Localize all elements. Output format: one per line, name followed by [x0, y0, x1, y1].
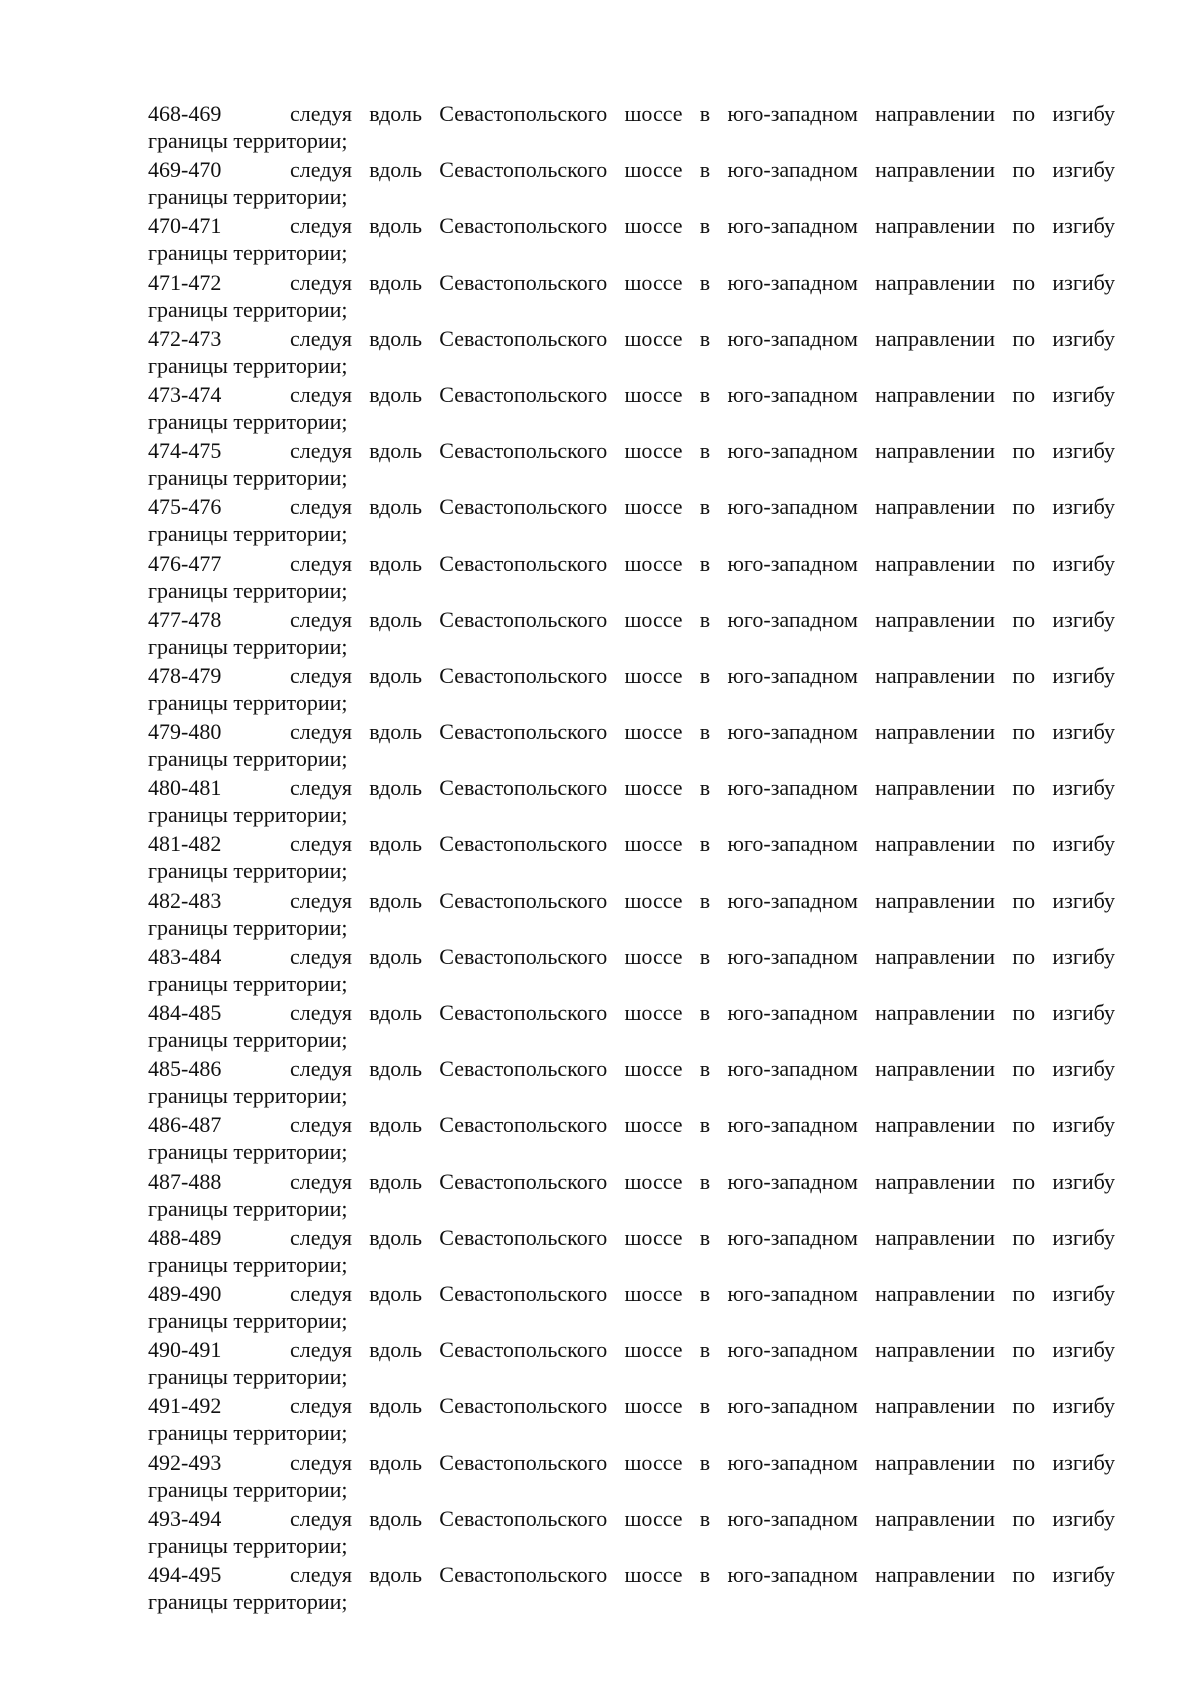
segment-description-continuation: границы территории; — [148, 521, 348, 547]
segment-range: 478-479 — [148, 662, 222, 688]
segment-description: следуя вдоль Севастопольского шоссе в юго-западном направлении по изгибу — [290, 213, 1115, 239]
segment-description: следуя вдоль Севастопольского шоссе в юго-западном направлении по изгибу — [290, 1393, 1115, 1419]
list-item — [148, 1280, 1115, 1336]
list-item — [148, 493, 1115, 549]
segment-description: следуя вдоль Севастопольского шоссе в юго-западном направлении по изгибу — [290, 1561, 1115, 1587]
segment-description: следуя вдоль Севастопольского шоссе в юго-западном направлении по изгибу — [290, 1337, 1115, 1363]
segment-range: 473-474 — [148, 381, 222, 407]
segment-description: следуя вдоль Севастопольского шоссе в юго-западном направлении по изгибу — [290, 1449, 1115, 1475]
segment-range: 472-473 — [148, 325, 222, 351]
segment-range: 468-469 — [148, 101, 222, 126]
segment-description-continuation: границы территории; — [148, 1476, 348, 1502]
segment-range: 471-472 — [148, 269, 222, 295]
segment-description-continuation: границы территории; — [148, 1420, 348, 1446]
list-item — [148, 1224, 1115, 1280]
segment-description: следуя вдоль Севастопольского шоссе в юго-западном направлении по изгибу — [290, 1056, 1115, 1082]
list-item — [148, 156, 1115, 212]
segment-description: следуя вдоль Севастопольского шоссе в юго-западном направлении по изгибу — [290, 1280, 1115, 1306]
segment-range: 469-470 — [148, 157, 222, 183]
segment-range: 492-493 — [148, 1449, 222, 1475]
segment-description-continuation: границы территории; — [148, 1532, 348, 1558]
list-item — [148, 212, 1115, 268]
segment-range: 482-483 — [148, 887, 222, 913]
segment-description: следуя вдоль Севастопольского шоссе в юго-западном направлении по изгибу — [290, 381, 1115, 407]
segment-description-continuation: границы территории; — [148, 1251, 348, 1277]
list-item — [148, 437, 1115, 493]
segment-description: следуя вдоль Севастопольского шоссе в юго-западном направлении по изгибу — [290, 1168, 1115, 1194]
segment-description: следуя вдоль Севастопольского шоссе в юго-западном направлении по изгибу — [290, 1224, 1115, 1250]
segment-range: 474-475 — [148, 438, 222, 464]
segment-description-continuation: границы территории; — [148, 858, 348, 884]
segment-description-continuation: границы территории; — [148, 970, 348, 996]
segment-description: следуя вдоль Севастопольского шоссе в юго-западном направлении по изгибу — [290, 157, 1115, 183]
segment-description: следуя вдоль Севастопольского шоссе в юго-западном направлении по изгибу — [290, 1505, 1115, 1531]
segment-description-continuation: границы территории; — [148, 128, 348, 153]
segment-description: следуя вдоль Севастопольского шоссе в юго-западном направлении по изгибу — [290, 1000, 1115, 1025]
segment-range: 481-482 — [148, 831, 222, 857]
list-item — [148, 606, 1115, 662]
segment-range: 486-487 — [148, 1112, 222, 1138]
list-item — [148, 1561, 1115, 1617]
segment-description-continuation: границы территории; — [148, 296, 348, 322]
list-item — [148, 774, 1115, 830]
segment-range: 484-485 — [148, 1000, 222, 1025]
segment-description-continuation: границы территории; — [148, 240, 348, 266]
segment-description: следуя вдоль Севастопольского шоссе в юго-западном направлении по изгибу — [290, 662, 1115, 688]
segment-description-continuation: границы территории; — [148, 465, 348, 491]
list-item — [148, 1111, 1115, 1167]
list-item — [148, 381, 1115, 437]
segment-range: 490-491 — [148, 1337, 222, 1363]
segment-description-continuation: границы территории; — [148, 1083, 348, 1109]
segment-range: 494-495 — [148, 1561, 222, 1587]
segment-description: следуя вдоль Севастопольского шоссе в юго-западном направлении по изгибу — [290, 831, 1115, 857]
segment-description-continuation: границы территории; — [148, 1588, 348, 1614]
list-item — [148, 999, 1115, 1055]
list-item — [148, 943, 1115, 999]
segment-description: следуя вдоль Севастопольского шоссе в юго-западном направлении по изгибу — [290, 719, 1115, 745]
list-item — [148, 887, 1115, 943]
segment-range: 485-486 — [148, 1056, 222, 1082]
segment-description: следуя вдоль Севастопольского шоссе в юго-западном направлении по изгибу — [290, 887, 1115, 913]
segment-description-continuation: границы территории; — [148, 746, 348, 772]
segment-description-continuation: границы территории; — [148, 1364, 348, 1390]
segment-range: 477-478 — [148, 606, 222, 632]
segment-range: 491-492 — [148, 1393, 222, 1419]
segment-description-continuation: границы территории; — [148, 802, 348, 828]
segment-description: следуя вдоль Севастопольского шоссе в юго-западном направлении по изгибу — [290, 325, 1115, 351]
list-item — [148, 1505, 1115, 1561]
list-item — [148, 1055, 1115, 1111]
segment-range: 480-481 — [148, 775, 222, 801]
segment-description: следуя вдоль Севастопольского шоссе в юго-западном направлении по изгибу — [290, 1112, 1115, 1138]
segment-description: следуя вдоль Севастопольского шоссе в юго-западном направлении по изгибу — [290, 550, 1115, 576]
segment-description: следуя вдоль Севастопольского шоссе в юго-западном направлении по изгибу — [290, 269, 1115, 295]
segment-description: следуя вдоль Севастопольского шоссе в юго-западном направлении по изгибу — [290, 494, 1115, 520]
segment-description-continuation: границы территории; — [148, 1307, 348, 1333]
list-item — [148, 1449, 1115, 1505]
segment-range: 487-488 — [148, 1168, 222, 1194]
segment-range: 483-484 — [148, 943, 222, 969]
segment-description-continuation: границы территории; — [148, 914, 348, 940]
segment-description-continuation: границы территории; — [148, 577, 348, 603]
segment-description-continuation: границы территории; — [148, 1139, 348, 1165]
segment-description-continuation: границы территории; — [148, 1027, 348, 1052]
segment-description: следуя вдоль Севастопольского шоссе в юго-западном направлении по изгибу — [290, 438, 1115, 464]
segment-description-continuation: границы территории; — [148, 352, 348, 378]
list-item — [148, 1392, 1115, 1448]
segment-description-continuation: границы территории; — [148, 1195, 348, 1221]
list-item — [148, 269, 1115, 325]
list-item — [148, 325, 1115, 381]
segment-description: следуя вдоль Севастопольского шоссе в юго-западном направлении по изгибу — [290, 101, 1115, 126]
segment-range: 493-494 — [148, 1505, 222, 1531]
segment-description: следуя вдоль Севастопольского шоссе в юго-западном направлении по изгибу — [290, 775, 1115, 801]
segment-description-continuation: границы территории; — [148, 633, 348, 659]
segment-range: 476-477 — [148, 550, 222, 576]
list-item — [148, 100, 1115, 156]
list-item — [148, 550, 1115, 606]
segment-description-continuation: границы территории; — [148, 689, 348, 715]
segment-range: 489-490 — [148, 1280, 222, 1306]
segment-range: 488-489 — [148, 1224, 222, 1250]
segment-description: следуя вдоль Севастопольского шоссе в юго-западном направлении по изгибу — [290, 943, 1115, 969]
segment-description-continuation: границы территории; — [148, 408, 348, 434]
list-item — [148, 1336, 1115, 1392]
segment-range: 470-471 — [148, 213, 222, 239]
list-item — [148, 662, 1115, 718]
segment-range: 475-476 — [148, 494, 222, 520]
boundary-description-list — [148, 100, 1115, 1617]
segment-description: следуя вдоль Севастопольского шоссе в юго-западном направлении по изгибу — [290, 606, 1115, 632]
list-item — [148, 1168, 1115, 1224]
segment-range: 479-480 — [148, 719, 222, 745]
segment-description-continuation: границы территории; — [148, 184, 348, 210]
list-item — [148, 830, 1115, 886]
list-item — [148, 718, 1115, 774]
